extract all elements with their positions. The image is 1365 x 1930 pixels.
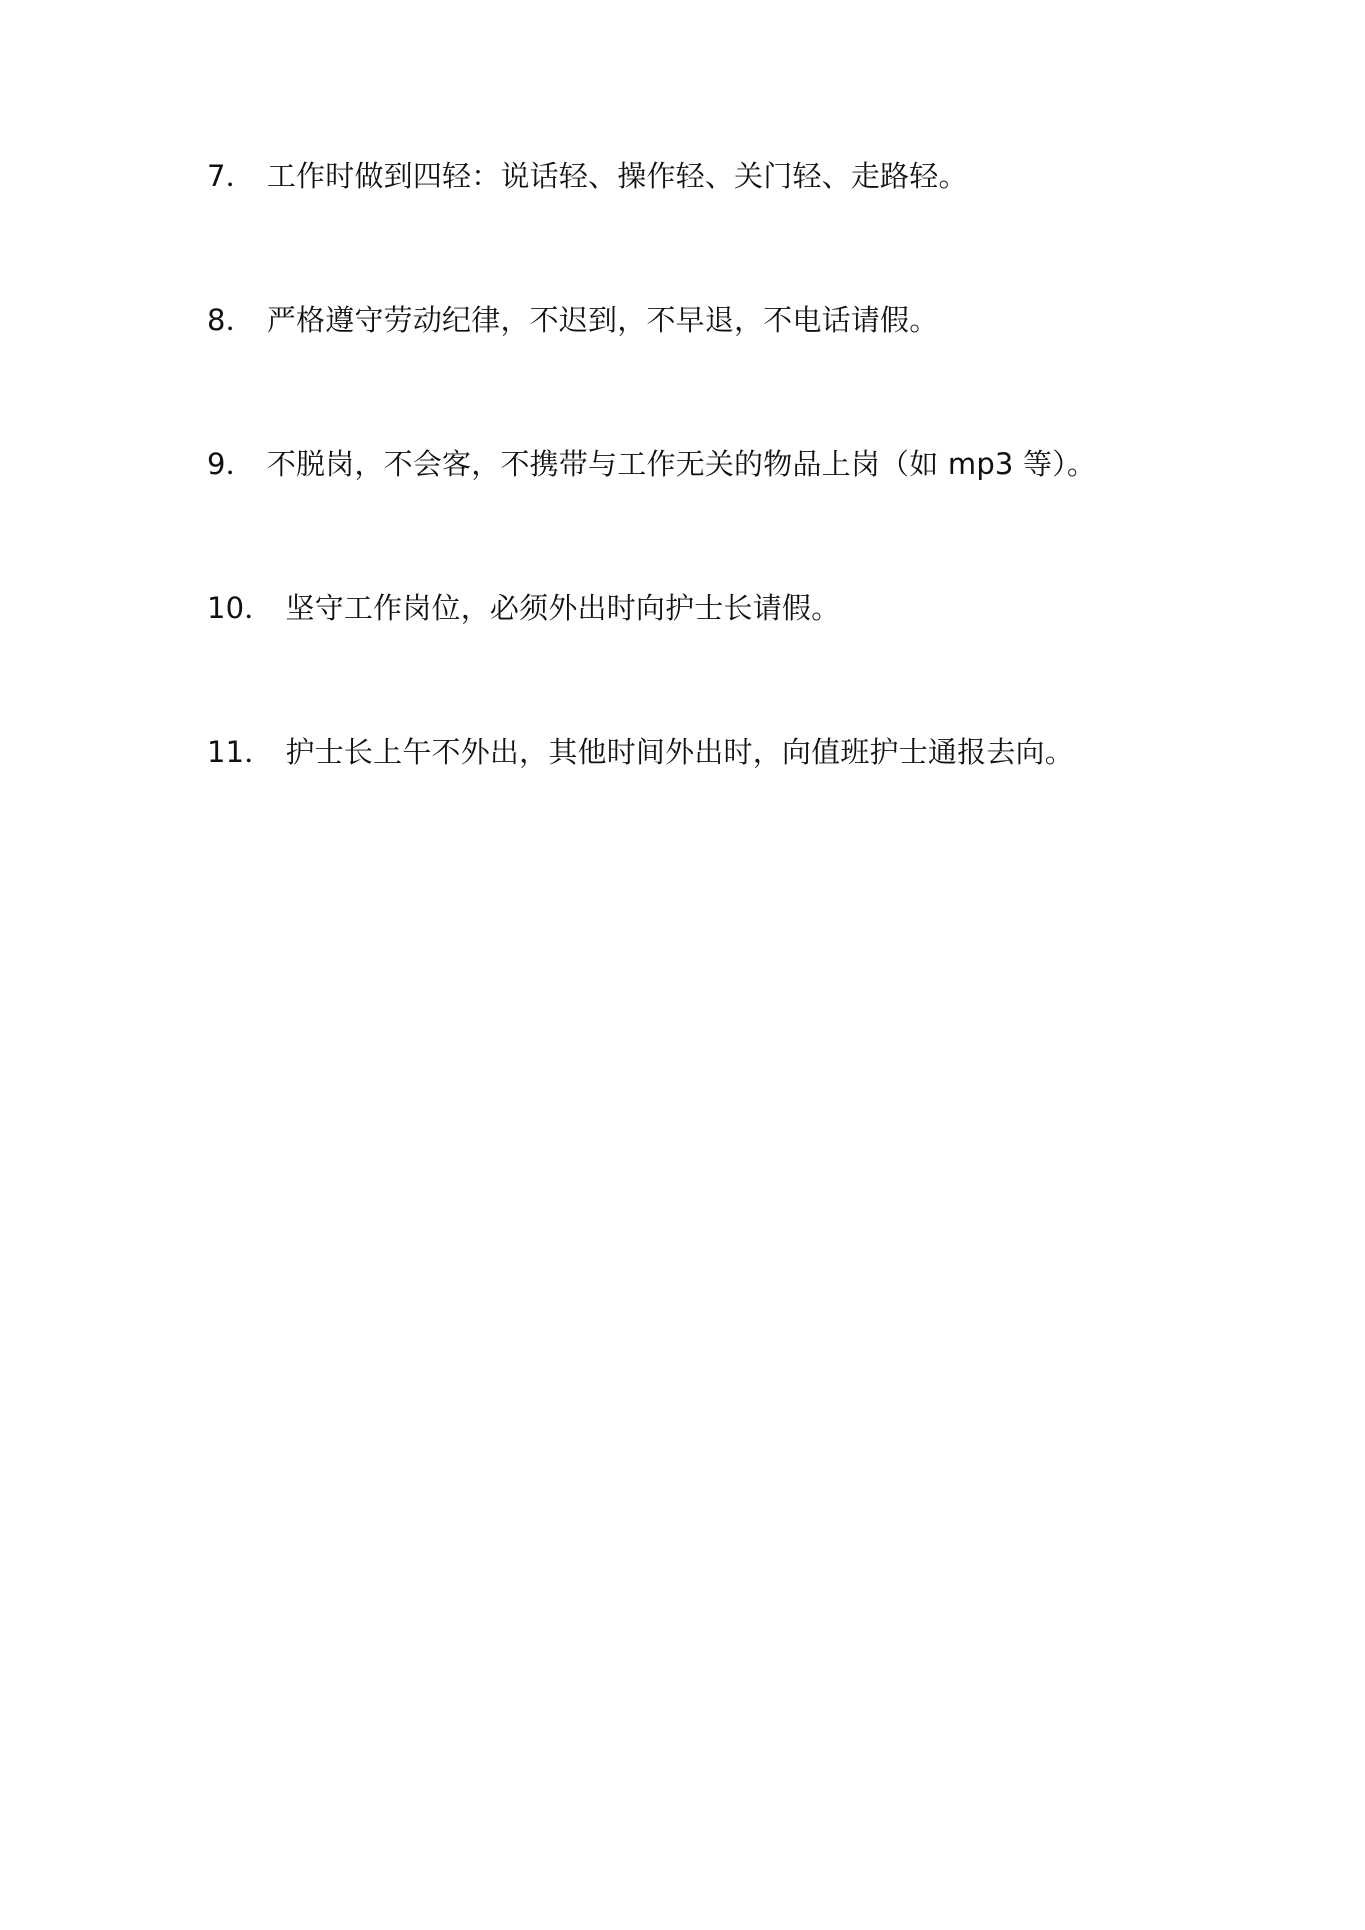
rule-item-8 — [207, 300, 938, 340]
rule-number: 10． — [207, 591, 274, 625]
rule-text: 护士长上午不外出，其他时间外出时，向值班护士通报去向。 — [285, 735, 1074, 769]
rule-text: 工作时做到四轻：说话轻、操作轻、关门轻、走路轻。 — [266, 159, 968, 193]
rule-item-9 — [207, 444, 1096, 484]
rule-number: 7． — [207, 159, 255, 193]
rule-item-7 — [207, 156, 968, 196]
rule-number: 9． — [207, 447, 255, 481]
rule-text: 坚守工作岗位，必须外出时向护士长请假。 — [285, 591, 841, 625]
rule-number: 8． — [207, 303, 255, 337]
rule-text: 严格遵守劳动纪律，不迟到，不早退，不电话请假。 — [266, 303, 939, 337]
rule-number: 11． — [207, 735, 274, 769]
rule-item-10 — [207, 588, 840, 628]
rule-text: 不脱岗，不会客，不携带与工作无关的物品上岗（如 mp3 等）。 — [266, 447, 1097, 481]
rule-item-11 — [207, 732, 1074, 772]
